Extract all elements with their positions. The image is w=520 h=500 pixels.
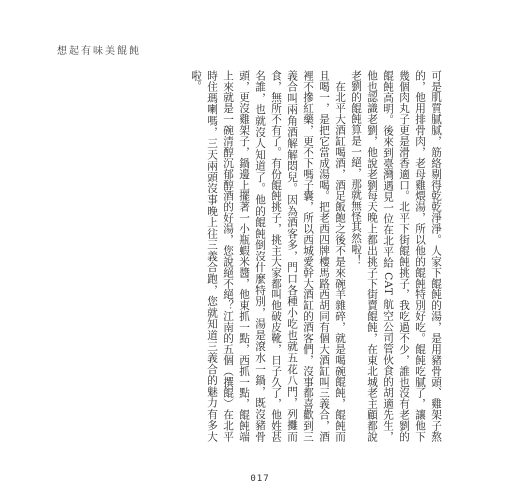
paragraph-2: 在北平大酒缸喝酒，酒足飯飽之後不是來碗羊雜碎，就是喝碗餛飩，餛飩而且喝一，是把它當成湯喝。把老西四牌樓馬路西胡同有個大酒缸叫三義合，酒裡不摻紅藥，更不下嗎子囊，所以西城愛幹大酒缸的酒客們，沒事都喜歡到三義合叫兩角酒解解悶兒。因為酒客多，門口各種小吃也就五花八門，列攤而食，無所不有了。有份餛飩挑子，挑主大家都叫他破皮靴，日子久了，他姓甚名誰，也就沒人知道了。他的餛飩倒沒什麼特別，湯是滾水一鍋，既沒豬骨頭，更沒雞架子，鍋邊上擺著一小瓶蝦米醬，他東抓一點，西抓一點，餛飩端上來就是一碗清醇沉郁醇酒的好湯，您說絕不絕？江南的五個（撰餛）在北平時住瑪喇嗎，三天兩頭沒事晚上往三義合跑，您就知道三義合的魅力有多大啦。 [190, 70, 346, 442]
paragraph-1: 可是肌質膩腻，筋絡剔得乾乾淨淨。人家下餛飩的湯，是用豬骨頭、雞架子熬的，他用排骨肉，老母雞煨湯，所以他的餛飩特別好吃。餛飩吃膩了，讓他下幾個肉丸子更是滑香適口。北平下街餛飩挑子，我吃過不少，誰也沒有老劉的餛飩高明。後來到臺灣遇見一位在北平給 CAT 航空公司管伙食的胡適先生，他也認識老劉，他說老劉每天晚上都出挑子下街賣餛飩，在東北城老主顧都說老劉的餛飩算是一絕，那就無怪其然啦！ [350, 70, 442, 442]
body-text [72, 70, 444, 442]
page-number: 017 [250, 474, 270, 484]
running-title: 想起有味美餛飩 [57, 46, 141, 57]
